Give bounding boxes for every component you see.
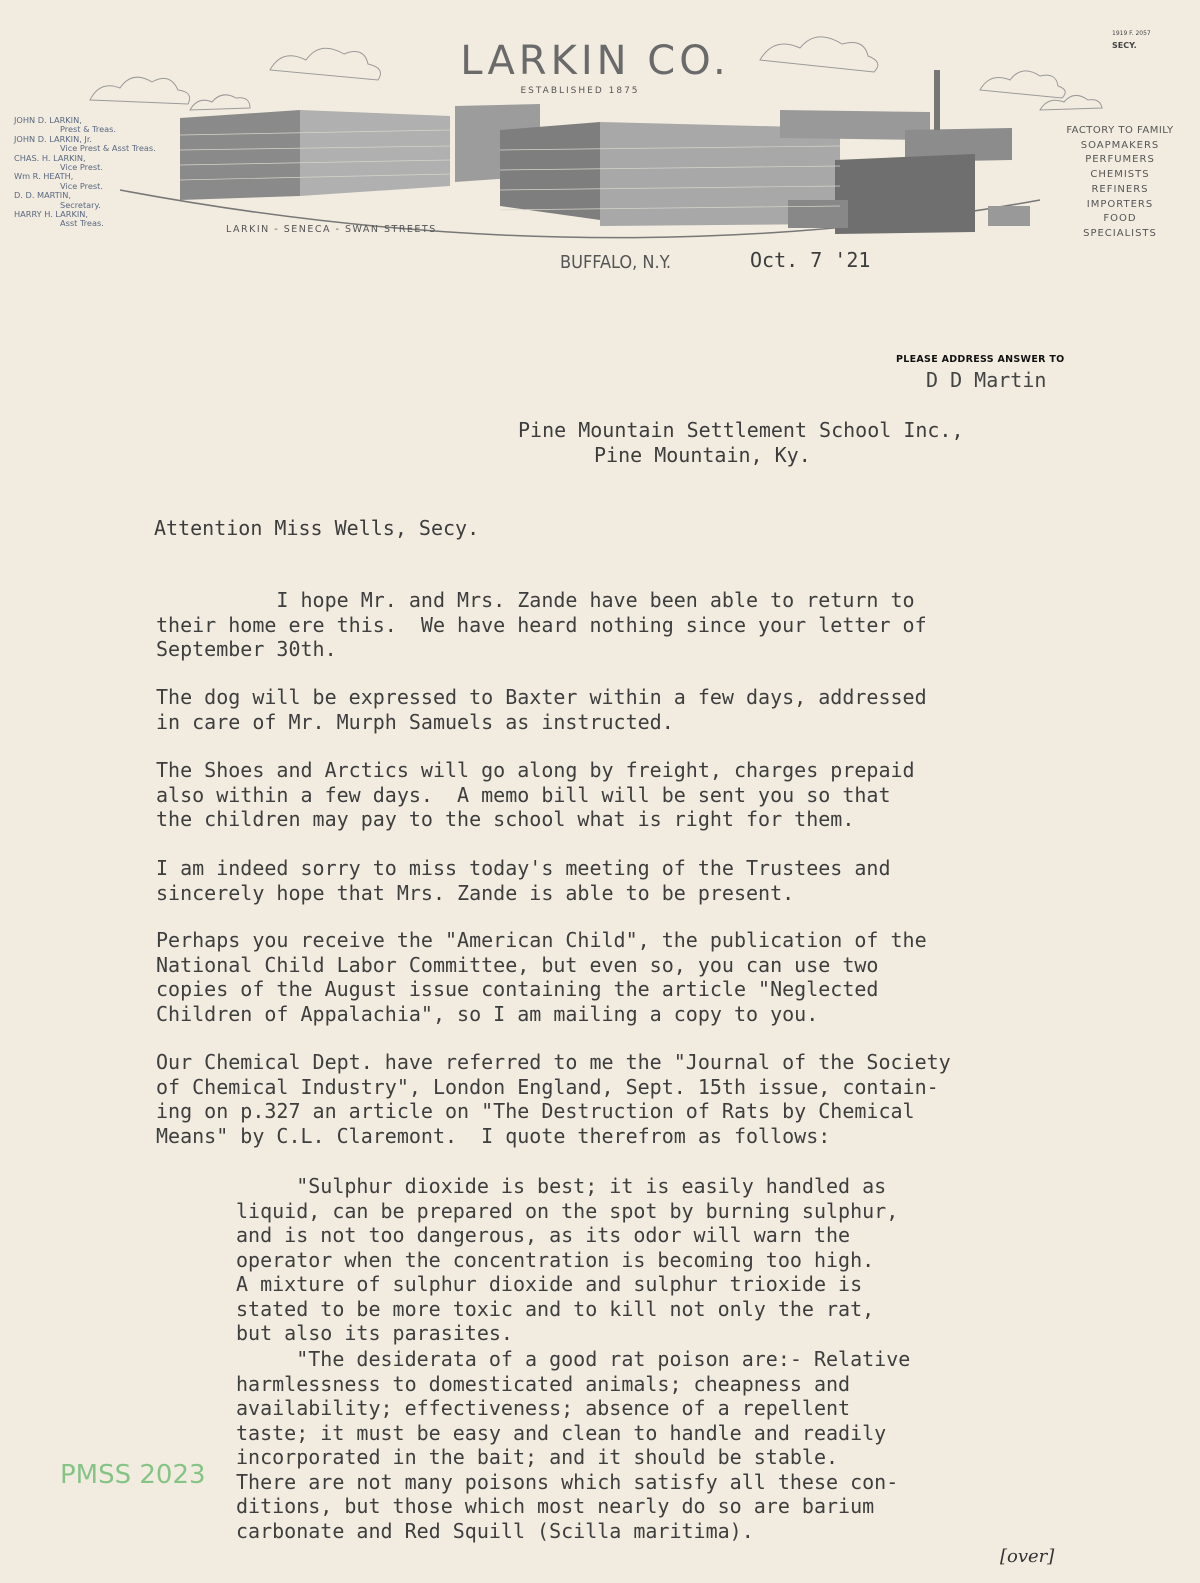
city-line: BUFFALO, N.Y. [560, 252, 672, 273]
officer-name: Wm R. HEATH, [14, 171, 74, 182]
officer-name: D. D. MARTIN, [14, 190, 71, 201]
established-line: ESTABLISHED 1875 [520, 86, 640, 96]
form-number: 1919 F. 2057 [1112, 30, 1151, 37]
reply-name: D D Martin [926, 368, 1047, 392]
quote-block: "Sulphur dioxide is best; it is easily handled as liquid, can be prepared on the spot by burning sulphur, and is not too dangerous, as its odor will warn the operator when the concentration is becoming too high. A mixture of sulphur dioxide and sulphur trioxide is stated to be more toxic and to kill not only the rat, but also its parasites. [236, 1174, 899, 1345]
factory-line: CHEMISTS [1090, 169, 1150, 181]
watermark: PMSS 2023 [60, 1460, 206, 1490]
officer-role: Secretary. [60, 199, 101, 210]
officer-name: HARRY H. LARKIN, [14, 209, 88, 220]
recipient-line-1: Pine Mountain Settlement School Inc., [518, 418, 964, 442]
letter-date: Oct. 7 '21 [750, 248, 871, 272]
attention-line: Attention Miss Wells, Secy. [154, 516, 480, 540]
officer-name: CHAS. H. LARKIN, [14, 152, 86, 163]
factory-list [1050, 124, 1190, 242]
paragraph: Our Chemical Dept. have referred to me the "Journal of the Society of Chemical Industry", London England, Sept. 15th issue, contain- ing on p.327 an article on "The Destruction of Rats by Chemical Means" by C.L. Claremont. I quote therefrom as follows: [156, 1050, 951, 1148]
factory-line: IMPORTERS [1086, 198, 1154, 210]
paragraph: Perhaps you receive the "American Child", the publication of the National Child Labor Committee, but even so, you can use two copies of the August issue containing the article "Neglected Children of Appalachia", so I am mailing a copy to you. [156, 928, 927, 1026]
paragraph: I hope Mr. and Mrs. Zande have been able to return to their home ere this. We have heard nothing since your letter of September 30th. [156, 588, 927, 661]
factory-line: PERFUMERS [1085, 154, 1155, 166]
factory-line: SOAPMAKERS [1080, 139, 1160, 151]
paragraph: The Shoes and Arctics will go along by freight, charges prepaid also within a few days. A memo bill will be sent you so that the children may pay to the school what is right for them. [156, 758, 915, 831]
officer-name: JOHN D. LARKIN, Jr. [14, 133, 93, 144]
paragraph: The dog will be expressed to Baxter within a few days, addressed in care of Mr. Murph Samuels as instructed. [156, 685, 927, 734]
officer-role: Asst Treas. [60, 218, 104, 229]
streets-caption: LARKIN - SENECA - SWAN STREETS [226, 224, 437, 235]
officer-role: Vice Prest. [60, 180, 103, 191]
dept-label: SECY. [1112, 41, 1137, 50]
recipient-line-2: Pine Mountain, Ky. [594, 443, 811, 467]
company-name: LARKIN CO. [460, 38, 730, 84]
factory-line: REFINERS [1091, 183, 1149, 195]
officer-role: Vice Prest & Asst Treas. [60, 143, 156, 154]
factory-line: SPECIALISTS [1083, 227, 1157, 239]
reply-label: PLEASE ADDRESS ANSWER TO [896, 354, 1065, 365]
officer-role: Vice Prest. [60, 162, 103, 173]
officer-name: JOHN D. LARKIN, [14, 115, 82, 125]
officer-role: Prest & Treas. [60, 124, 116, 135]
form-number-block [1112, 28, 1151, 52]
over-note: [over] [1000, 1546, 1055, 1567]
quote-block: "The desiderata of a good rat poison are:- Relative harmlessness to domesticated animals; cheapness and availability; effectiveness; absence of a repellent taste; it must be easy and clean to handle and readily incorporated in the bait; and it should be stable. There are not many poisons which satisfy all these con- ditions, but those which most nearly do so are barium carbonate and Red Squill (Scilla maritima). [236, 1347, 911, 1543]
factory-line: FACTORY TO FAMILY [1066, 125, 1174, 136]
officers-list [14, 116, 174, 229]
factory-line: FOOD [1103, 213, 1137, 225]
paragraph: I am indeed sorry to miss today's meeting of the Trustees and sincerely hope that Mrs. Zande is able to be present. [156, 856, 891, 905]
